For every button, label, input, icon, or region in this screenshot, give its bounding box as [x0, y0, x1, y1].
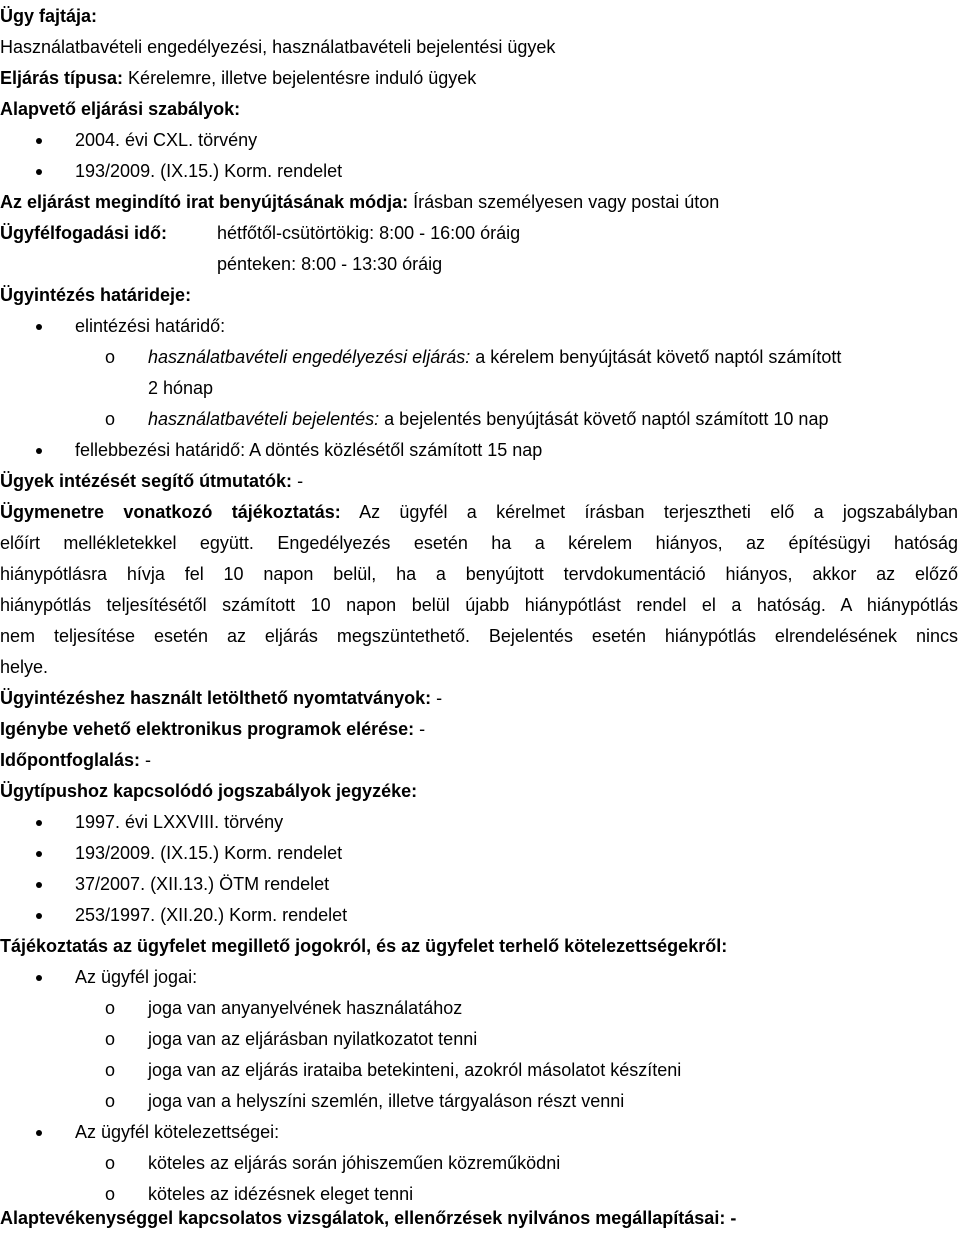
submission-method-label: Az eljárást megindító irat benyújtásának módja: [0, 192, 409, 212]
forms [0, 683, 960, 714]
list-item-text: 193/2009. (IX.15.) Korm. rendelet [75, 161, 343, 181]
bullet-icon [36, 975, 42, 981]
process-info [0, 497, 958, 528]
bullet-icon [36, 882, 42, 888]
list-item [0, 435, 960, 466]
list-item [0, 1117, 960, 1148]
sub-list-item [0, 1086, 960, 1117]
list-item [0, 125, 960, 156]
office-hours-weekdays: hétfőtől-csütörtökig: 8:00 - 16:00 óráig [217, 223, 521, 243]
list-item-text: 253/1997. (XII.20.) Korm. rendelet [75, 905, 348, 925]
circle-bullet-icon: o [105, 409, 116, 429]
sub-item-text: joga van anyanyelvének használatához [148, 998, 463, 1018]
circle-bullet-icon: o [105, 1153, 116, 1173]
paragraph-line: előírt mellékletekkel együtt. Engedélyezés esetén ha a kérelem hiányos, az építésügyi hatóság [0, 533, 958, 553]
list-item [0, 311, 960, 342]
paragraph-line: hiánypótlásra hívja fel 10 napon belül, ha a benyújtott tervdokumentáció hiányos, akkor az előző [0, 564, 958, 584]
guides-value: - [292, 471, 304, 491]
case-type-value: Használatbavételi engedélyezési, használatbavételi bejelentési ügyek [0, 37, 556, 57]
list-item-text: fellebbezési határidő: A döntés közlésétől számított 15 nap [75, 440, 543, 460]
list-item [0, 156, 960, 187]
e-programs [0, 714, 960, 745]
circle-bullet-icon: o [105, 998, 116, 1018]
paragraph-line: hiánypótlás teljesítésétől számított 10 napon belül újabb hiánypótlást rendel el a hatóság. A hiánypótlás [0, 595, 958, 615]
bullet-icon [36, 324, 42, 330]
sub-item-label: használatbavételi engedélyezési eljárás: [148, 347, 471, 367]
process-info-text: Az ügyfél a kérelmet írásban terjesztheti elő a jogszabályban [340, 502, 958, 522]
sub-item-label: használatbavételi bejelentés: [148, 409, 380, 429]
list-item [0, 962, 960, 993]
submission-method-value: Írásban személyesen vagy postai úton [408, 192, 720, 212]
basic-rules-heading: Alapvető eljárási szabályok: [0, 99, 241, 119]
list-item [0, 869, 960, 900]
audits [0, 1203, 960, 1234]
forms-value: - [431, 688, 443, 708]
forms-label: Ügyintézéshez használt letölthető nyomtatványok: [0, 688, 432, 708]
sub-item-text: joga van az eljárásban nyilatkozatot tenni [148, 1029, 478, 1049]
sub-list-item [0, 1148, 960, 1179]
submission-method [0, 187, 960, 218]
sub-item-text: joga van az eljárás irataiba betekinteni, azokról másolatot készíteni [148, 1060, 682, 1080]
sub-list-item [0, 342, 960, 373]
office-hours [0, 218, 960, 249]
appointment-label: Időpontfoglalás: [0, 750, 140, 770]
list-item-text: 2004. évi CXL. törvény [75, 130, 258, 150]
guides-label: Ügyek intézését segítő útmutatók: [0, 471, 293, 491]
sub-list-item [0, 404, 960, 435]
sub-list-item [0, 1055, 960, 1086]
guides [0, 466, 960, 497]
office-hours-friday-line [0, 249, 960, 280]
paragraph-line: nem teljesítése esetén az eljárás megszüntethető. Bejelentés esetén hiánypótlás elrendelésének nincs [0, 626, 958, 646]
list-item [0, 807, 960, 838]
procedure-type-label: Eljárás típusa: [0, 68, 124, 88]
circle-bullet-icon: o [105, 1184, 116, 1204]
appointment-value: - [139, 750, 151, 770]
process-info-label: Ügymenetre vonatkozó tájékoztatás: [0, 502, 341, 522]
e-programs-value: - [414, 719, 426, 739]
legislation-heading: Ügytípushoz kapcsolódó jogszabályok jegyzéke: [0, 781, 418, 801]
list-item-text: elintézési határidő: [75, 316, 226, 336]
bullet-icon [36, 138, 42, 144]
paragraph-line: helye. [0, 657, 49, 677]
bullet-icon [36, 169, 42, 175]
list-item-text: Az ügyfél jogai: [75, 967, 198, 987]
office-hours-friday: pénteken: 8:00 - 13:30 óráig [217, 254, 443, 274]
office-hours-label: Ügyfélfogadási idő: [0, 223, 168, 243]
audits-value: - [725, 1208, 737, 1228]
bullet-icon [36, 448, 42, 454]
list-item-text: 1997. évi LXXVIII. törvény [75, 812, 284, 832]
sub-list-item [0, 993, 960, 1024]
bullet-icon [36, 851, 42, 857]
procedure-type-value: Kérelemre, illetve bejelentésre induló ügyek [123, 68, 477, 88]
sub-item-text: 2 hónap [148, 378, 214, 398]
deadline-heading: Ügyintézés határideje: [0, 285, 192, 305]
circle-bullet-icon: o [105, 1091, 116, 1111]
appointment [0, 745, 960, 776]
bullet-icon [36, 820, 42, 826]
case-type-heading: Ügy fajtája: [0, 6, 98, 26]
rights-heading: Tájékoztatás az ügyfelet megillető jogokról, és az ügyfelet terhelő kötelezettségekről: [0, 936, 728, 956]
sub-list-item-continuation [0, 373, 960, 404]
list-item-text: 37/2007. (XII.13.) ÖTM rendelet [75, 874, 330, 894]
e-programs-label: Igénybe vehető elektronikus programok elérése: [0, 719, 415, 739]
list-item-text: Az ügyfél kötelezettségei: [75, 1122, 280, 1142]
sub-item-text: köteles az eljárás során jóhiszeműen közreműködni [148, 1153, 561, 1173]
circle-bullet-icon: o [105, 1029, 116, 1049]
sub-item-text: a kérelem benyújtását követő naptól számított [470, 347, 842, 367]
sub-item-text: köteles az idézésnek eleget tenni [148, 1184, 414, 1204]
sub-item-text: joga van a helyszíni szemlén, illetve tárgyaláson részt venni [148, 1091, 625, 1111]
sub-list-item [0, 1024, 960, 1055]
circle-bullet-icon: o [105, 1060, 116, 1080]
circle-bullet-icon: o [105, 347, 116, 367]
list-item [0, 838, 960, 869]
bullet-icon [36, 913, 42, 919]
bullet-icon [36, 1130, 42, 1136]
sub-item-text: a bejelentés benyújtását követő naptól számított 10 nap [379, 409, 829, 429]
procedure-type [0, 63, 960, 94]
list-item [0, 900, 960, 931]
list-item-text: 193/2009. (IX.15.) Korm. rendelet [75, 843, 343, 863]
audits-label: Alaptevékenységgel kapcsolatos vizsgálatok, ellenőrzések nyilvános megállapításai: [0, 1208, 726, 1228]
